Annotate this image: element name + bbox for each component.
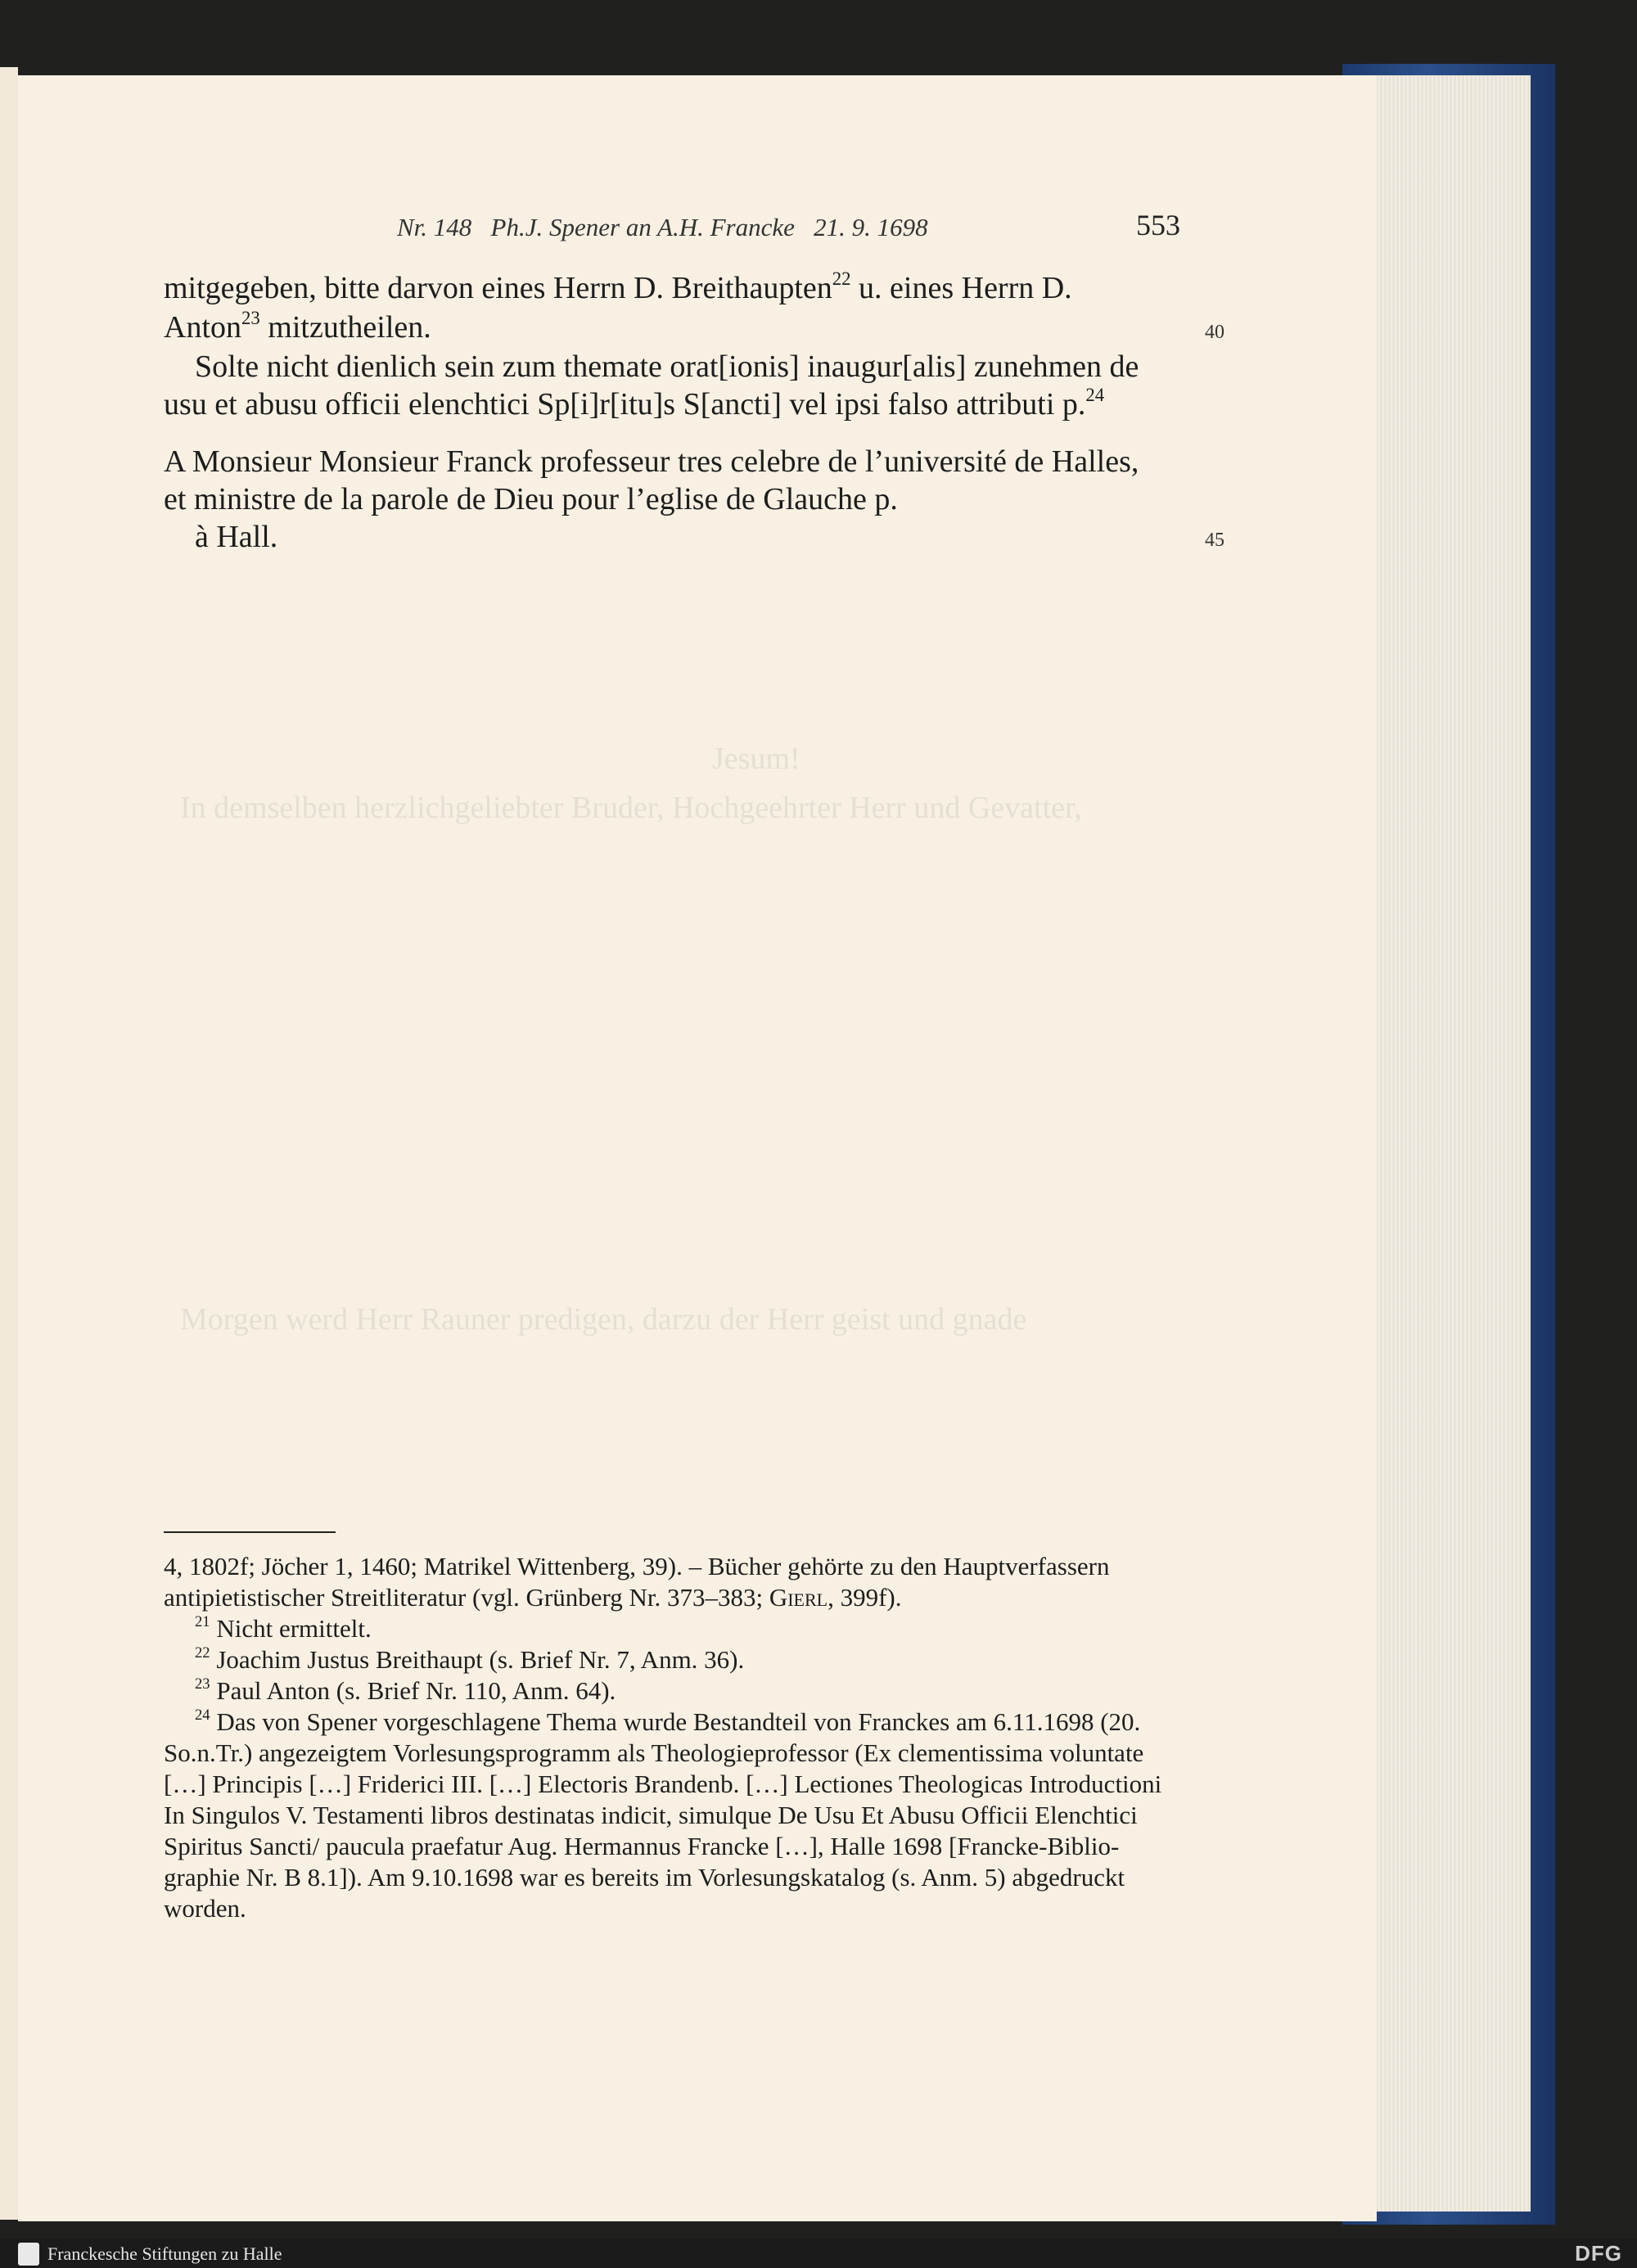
- footnote-ref-24[interactable]: 24: [1085, 385, 1105, 406]
- page-number: 553: [1136, 209, 1180, 241]
- previous-page-edge: [0, 67, 18, 2220]
- text-span: , 399f).: [828, 1583, 902, 1612]
- text-span: Paul Anton (s. Brief Nr. 110, Anm. 64).: [216, 1676, 616, 1705]
- running-head: Nr. 148 Ph.J. Spener an A.H. Francke 21. 9. 1698: [397, 213, 928, 241]
- footnote-number: 23: [195, 1675, 210, 1693]
- institution-name: Franckesche Stiftungen zu Halle: [47, 2243, 282, 2264]
- show-through-line: In demselben herzlichgeliebter Bruder, Hochgeehrter Herr und Gevatter,: [180, 791, 1082, 825]
- footnote-number: 24: [195, 1706, 210, 1724]
- text-span: u. eines Herrn D.: [850, 271, 1072, 305]
- text-span: Anton: [164, 310, 241, 345]
- text-span: Nicht ermittelt.: [216, 1614, 372, 1643]
- footnote-line: […] Principis […] Friderici III. […] Electoris Brandenb. […] Lectiones Theologicas Introductioni: [164, 1770, 1162, 1798]
- institution-logo-icon: [18, 2243, 39, 2266]
- footnote-23: [195, 1675, 1188, 1707]
- text-span: Das von Spener vorgeschlagene Thema wurde Bestandteil von Franckes am 6.11.1698 (20.: [216, 1707, 1141, 1736]
- footnote-line: So.n.Tr.) angezeigtem Vorlesungsprogramm als Theologieprofessor (Ex clementissima voluntate: [164, 1738, 1144, 1767]
- footnote-line: Spiritus Sancti/ paucula praefatur Aug. Hermannus Francke […], Halle 1698 [Francke-Biblio-: [164, 1832, 1120, 1860]
- page-edges: [1367, 75, 1531, 2212]
- show-through-heading: Jesum!: [712, 742, 800, 776]
- author-smallcaps: Gierl: [769, 1583, 828, 1612]
- footnote-line: [164, 1582, 1188, 1613]
- text-span: usu et abusu officii elenchtici Sp[i]r[itu]s S[ancti] vel ipsi falso attributi p.: [164, 387, 1086, 422]
- text-line: A Monsieur Monsieur Franck professeur tres celebre de l’université de Halles,: [164, 444, 1139, 479]
- footnote-21: [195, 1613, 1188, 1644]
- show-through-line: Morgen werd Herr Rauner predigen, darzu der Herr geist und gnade: [180, 1302, 1027, 1337]
- footnote-22: [195, 1644, 1188, 1675]
- footnote-line: In Singulos V. Testamenti libros destinatas indicit, simulque De Usu Et Abusu Officii Elenchtici: [164, 1801, 1138, 1829]
- footnote-24: [195, 1707, 1188, 1738]
- footnote-line: graphie Nr. B 8.1]). Am 9.10.1698 war es bereits im Vorlesungskatalog (s. Anm. 5) abgedruckt: [164, 1863, 1125, 1892]
- line-number: 40: [1205, 322, 1224, 343]
- text-span: mitgegeben, bitte darvon eines Herrn D. Breithaupten: [164, 271, 832, 305]
- footnote-line: worden.: [164, 1894, 246, 1923]
- footnote-ref-22[interactable]: 22: [832, 268, 851, 290]
- text-line: à Hall.: [195, 520, 278, 554]
- footnote-ref-23[interactable]: 23: [241, 308, 260, 329]
- text-line: Solte nicht dienlich sein zum themate orat[ionis] inaugur[alis] zunehmen de: [195, 349, 1139, 384]
- line-number: 45: [1205, 530, 1224, 551]
- text-line: [164, 309, 1188, 345]
- dfg-logo: DFG: [1575, 2241, 1622, 2266]
- text-line: et ministre de la parole de Dieu pour l’eglise de Glauche p.: [164, 482, 898, 516]
- footnote-line: 4, 1802f; Jöcher 1, 1460; Matrikel Wittenberg, 39). – Bücher gehörte zu den Hauptverfassern: [164, 1552, 1110, 1580]
- footnote-rule: [164, 1531, 336, 1533]
- text-span: antipietistischer Streitliteratur (vgl. Grünberg Nr. 373–383;: [164, 1583, 769, 1612]
- text-span: mitzutheilen.: [259, 310, 431, 345]
- footnote-number: 22: [195, 1644, 210, 1662]
- text-line: [164, 386, 1188, 422]
- text-span: Joachim Justus Breithaupt (s. Brief Nr. 7, Anm. 36).: [216, 1645, 745, 1674]
- text-line: [164, 270, 1188, 306]
- footnote-number: 21: [195, 1612, 210, 1630]
